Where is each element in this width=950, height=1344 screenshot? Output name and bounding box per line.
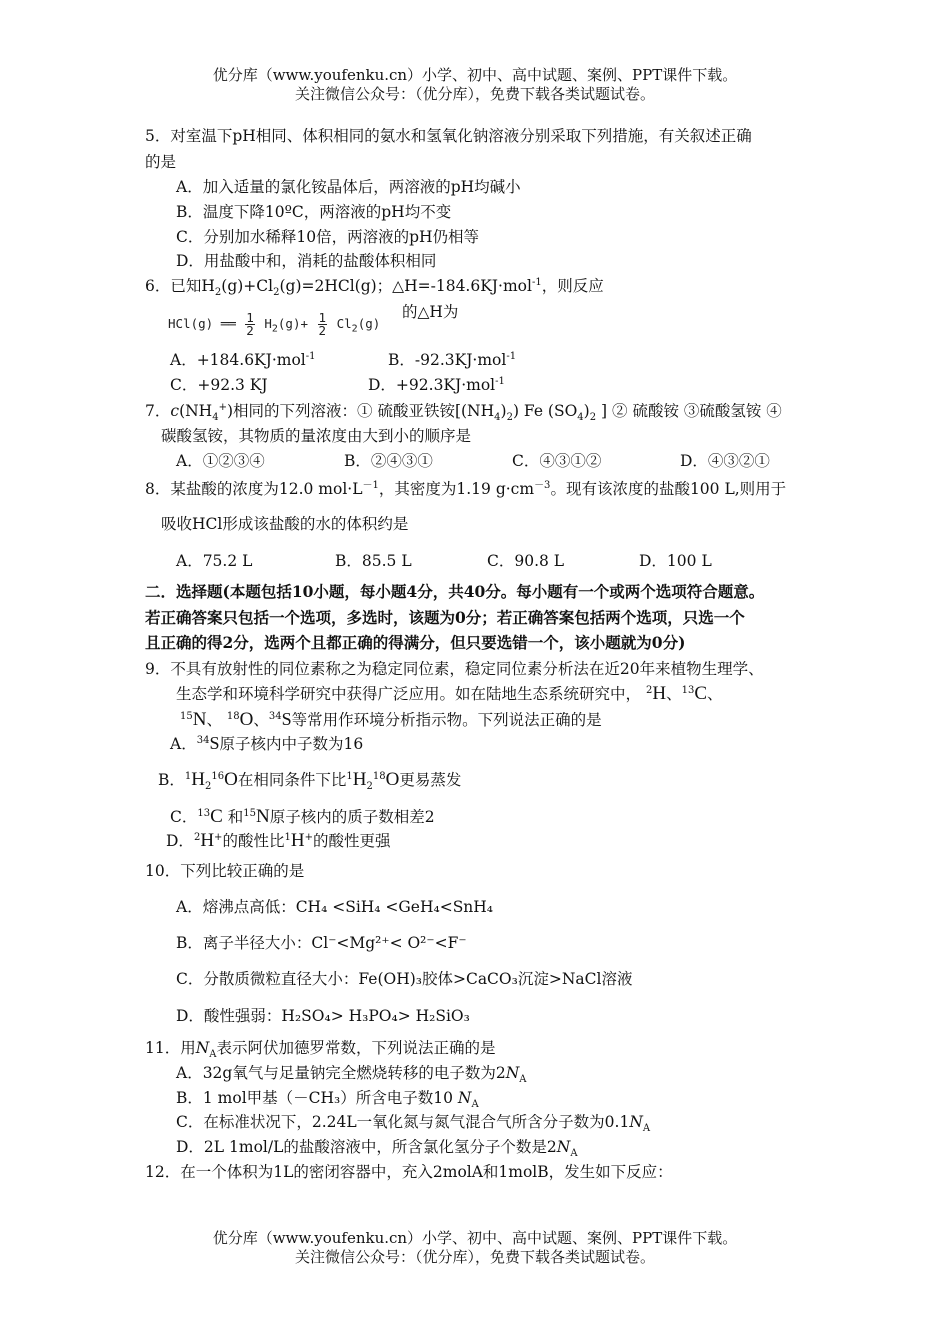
- q9-option-b: B．$^1H_2^{16}O$在相同条件下比$^1H_2^{18}O$更易蒸发: [158, 769, 462, 793]
- q5-option-d: D．用盐酸中和，消耗的盐酸体积相同: [176, 252, 437, 270]
- q6-option-a: A．+184.6KJ·mol$^{-1}$: [170, 350, 316, 369]
- header-line-2: 关注微信公众号：（优分库），免费下载各类试题试卷。: [294, 85, 655, 103]
- q8-option-c: C．90.8 L: [487, 552, 565, 570]
- q7-option-d: D．④③②①: [680, 452, 770, 470]
- q9-stem-line2: 生态学和环境科学研究中获得广泛应用。如在陆地生态系统研究中， $^2$H、$^{13}$C、: [176, 683, 723, 704]
- q9-option-d: D．$^2$H+的酸性比$^1$H+的酸性更强: [166, 830, 391, 851]
- q11-option-d: D．2L 1mol/L的盐酸溶液中，所含氯化氢分子个数是$2N_A$: [176, 1138, 578, 1160]
- q8-stem-line2: 吸收HCl形成该盐酸的水的体积约是: [161, 515, 409, 533]
- q11-option-c: C．在标准状况下，2.24L一氧化氮与氮气混合气所含分子数为$0.1N_A$: [176, 1113, 651, 1135]
- q5-stem-line2: 的是: [145, 153, 177, 171]
- q5-option-a: A．加入适量的氯化铵晶体后，两溶液的pH均碱小: [176, 178, 521, 196]
- q9-option-a: A．$^{34}$S原子核内中子数为16: [170, 733, 364, 753]
- q11-option-b: B．1 mol甲基（－CH₃）所含电子数10 $N_A$: [176, 1089, 479, 1111]
- q9-stem-line1: 9．不具有放射性的同位素称之为稳定同位素，稳定同位素分析法在近20年来植物生理学、: [145, 660, 764, 678]
- q9-stem-line3: $^{15}$N、 $^{18}$O、$^{34}$S等常用作环境分析指示物。下列说法正确的是: [180, 709, 602, 730]
- q6-option-c: C．+92.3 KJ: [170, 376, 268, 394]
- q8-option-a: A．75.2 L: [176, 552, 253, 570]
- footer-line-1: 优分库（www.youfenku.cn）小学、初中、高中试题、案例、PPT课件下载。: [212, 1229, 738, 1247]
- q8-stem-line1: 8．某盐酸的浓度为12.0 $mol\cdot L^{-1}$，其密度为1.19 $g\cdot cm^{-3}$。现有该浓度的盐酸100 L,则用于: [145, 479, 787, 498]
- section2-instructions-line3: 且正确的得2分，选两个且都正确的得满分，但只要选错一个，该小题就为0分): [145, 633, 686, 652]
- q8-option-d: D．100 L: [639, 552, 712, 570]
- q8-option-b: B．85.5 L: [335, 552, 412, 570]
- section2-instructions-line1: 二．选择题(本题包括10小题，每小题4分，共40分。每小题有一个或两个选项符合题意。: [145, 582, 765, 601]
- q6-stem: 6．已知$H_2(g)+Cl_2(g)=2HCl(g)$；△H=-184.6KJ·mol$^{-1}$，则反应: [145, 276, 604, 299]
- q5-option-c: C．分别加水稀释10倍，两溶液的pH仍相等: [176, 228, 480, 246]
- q10-option-d: D．酸性强弱：H₂SO₄> H₃PO₄> H₂SiO₃: [176, 1007, 470, 1025]
- q10-option-b: B．离子半径大小：Cl⁻<Mg²⁺< O²⁻<F⁻: [176, 934, 467, 952]
- footer-line-2: 关注微信公众号：（优分库），免费下载各类试题试卷。: [294, 1248, 655, 1266]
- q5-option-b: B．温度下降10ºC，两溶液的pH均不变: [176, 203, 452, 221]
- q6-option-d: D．+92.3KJ·mol$^{-1}$: [368, 375, 505, 394]
- q11-stem: 11．用$N_A$表示阿伏加德罗常数，下列说法正确的是: [145, 1039, 496, 1061]
- q7-option-b: B．②④③①: [344, 452, 433, 470]
- q10-option-a: A．熔沸点高低：CH₄ <SiH₄ <GeH₄<SnH₄: [176, 898, 494, 916]
- q10-option-c: C．分散质微粒直径大小：Fe(OH)₃胶体>CaCO₃沉淀>NaCl溶液: [176, 970, 633, 988]
- q7-option-a: A．①②③④: [176, 452, 265, 470]
- section2-instructions-line2: 若正确答案只包括一个选项，多选时，该题为0分；若正确答案包括两个选项，只选一个: [145, 608, 745, 627]
- q6-stem-tail: 的△H为: [402, 303, 459, 321]
- q9-option-c: C．$^{13}$C 和$^{15}$N原子核内的质子数相差2: [170, 806, 435, 827]
- q12-stem: 12．在一个体积为1L的密闭容器中，充入2molA和1molB，发生如下反应：: [145, 1163, 673, 1181]
- q10-stem: 10．下列比较正确的是: [145, 862, 305, 880]
- q11-option-a: A．32g氧气与足量钠完全燃烧转移的电子数为$2N_A$: [176, 1064, 527, 1086]
- q7-stem-line2: 碳酸氢铵，其物质的量浓度由大到小的顺序是: [161, 427, 472, 445]
- q6-reaction-equation: HCl(g) ══ $\frac{1}{2}$ $H_2(g)+$ $\frac{1}{2}$ $Cl_2(g)$: [168, 310, 381, 338]
- q7-stem-line1: 7．$c(NH_4^+)$相同的下列溶液：① 硫酸亚铁铵$[(NH_4)_2)$ Fe $(SO_4)_2$ ] ② 硫酸铵 ③硫酸氢铵 ④: [145, 401, 782, 424]
- q6-option-b: B．-92.3KJ·mol$^{-1}$: [388, 350, 517, 369]
- q5-stem-line1: 5．对室温下pH相同、体积相同的氨水和氢氧化钠溶液分别采取下列措施，有关叙述正确: [145, 127, 752, 145]
- q7-option-c: C．④③①②: [512, 452, 602, 470]
- header-line-1: 优分库（www.youfenku.cn）小学、初中、高中试题、案例、PPT课件下载。: [212, 66, 738, 84]
